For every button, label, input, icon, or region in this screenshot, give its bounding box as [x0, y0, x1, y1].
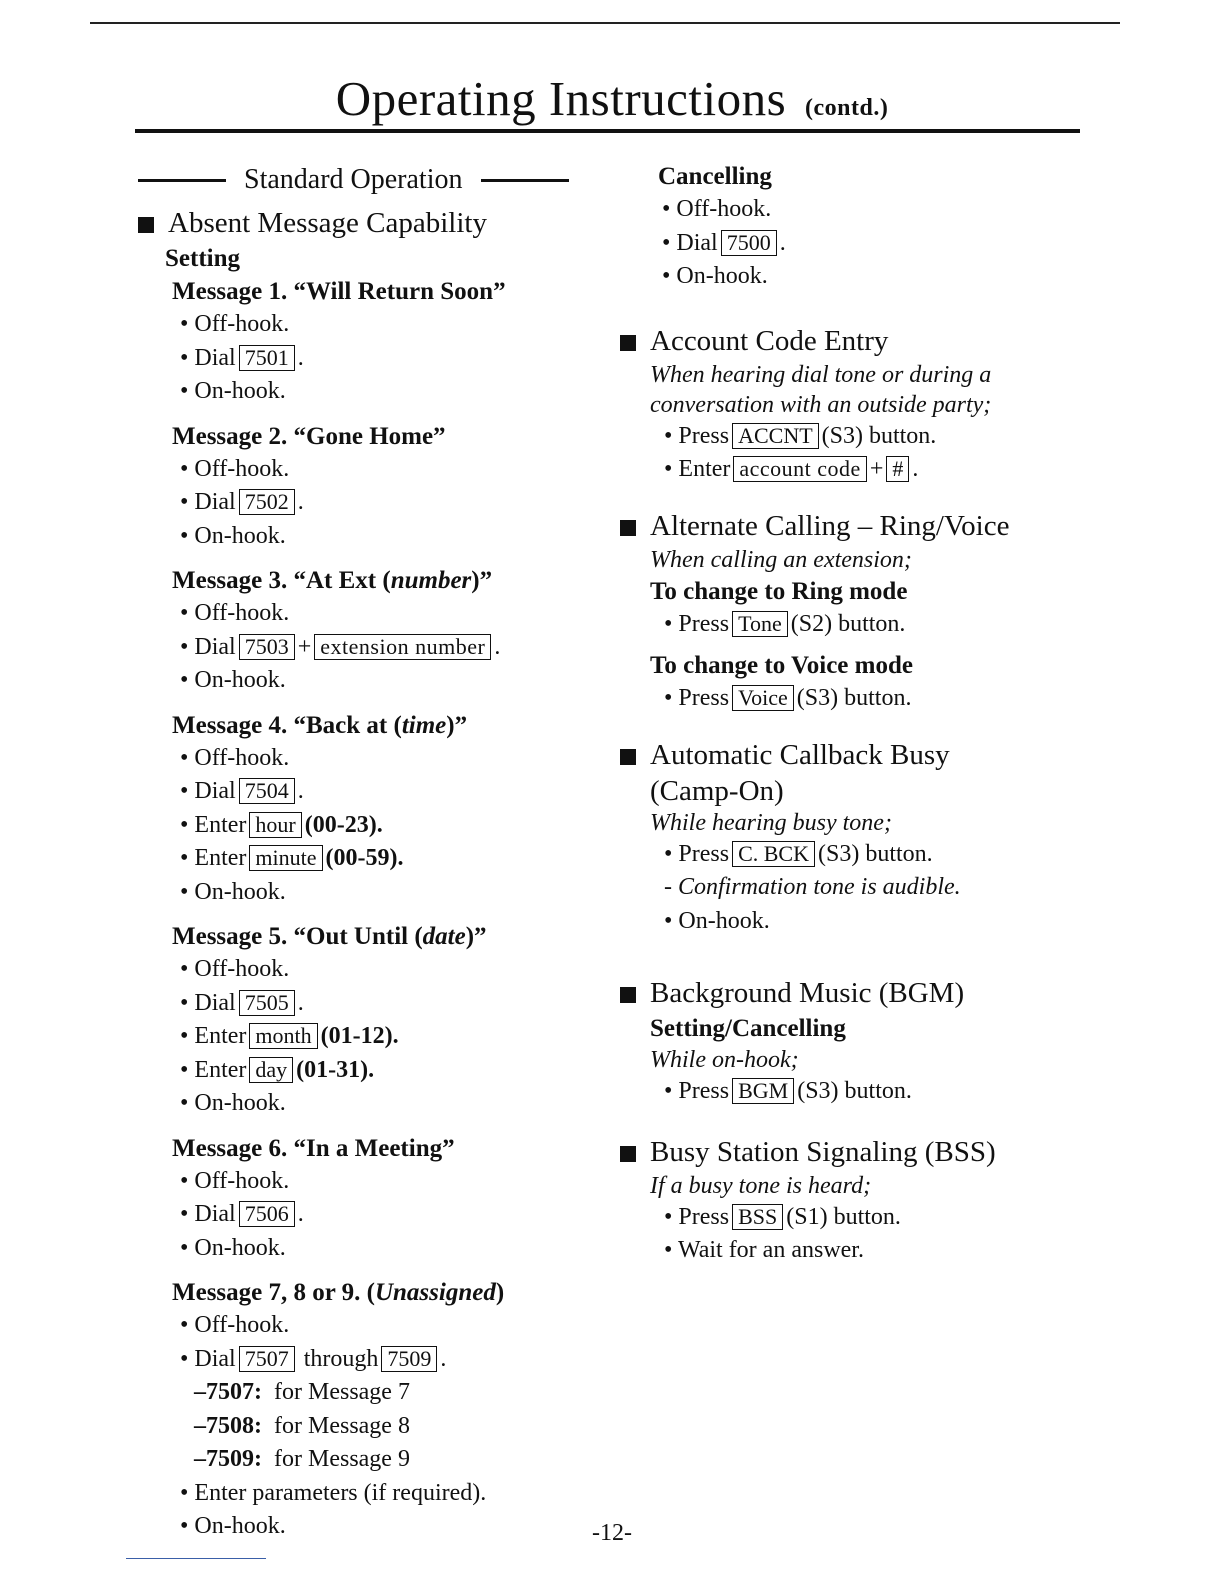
step: • Enter hour (00-23).: [180, 811, 383, 838]
callback-busy-heading: Automatic Callback Busy: [620, 736, 1140, 774]
page-title-text: Operating Instructions: [335, 71, 787, 126]
key-box: 7505: [239, 990, 295, 1016]
step: • Press Tone (S2) button.: [664, 610, 906, 637]
key-box: account code: [733, 456, 866, 482]
cancelling-section: [620, 160, 1140, 294]
standard-operation-banner: [138, 160, 608, 200]
key-box: day: [249, 1057, 293, 1083]
message-4: [138, 710, 608, 910]
sub-item: –7508: for Message 8: [194, 1412, 410, 1439]
message-title: Message 2. “Gone Home”: [172, 422, 446, 450]
step: • Dial 7507 through 7509 .: [180, 1345, 447, 1372]
step: • Enter parameters (if required).: [180, 1479, 487, 1506]
square-bullet-icon: [620, 520, 636, 536]
step: • On-hook.: [180, 378, 286, 404]
page-title-contd: (contd.): [804, 95, 889, 121]
key-box: 7504: [239, 778, 295, 804]
step: • Wait for an answer.: [664, 1237, 864, 1263]
step: • Off-hook.: [180, 600, 290, 626]
message-7-8-9: [138, 1277, 608, 1544]
step: • On-hook.: [180, 1234, 286, 1261]
note: If a busy tone is heard;: [650, 1172, 872, 1199]
key-box: 7509: [381, 1346, 437, 1372]
page-number: -12-: [592, 1520, 632, 1546]
bss-heading: Busy Station Signaling (BSS): [620, 1133, 1140, 1171]
message-title: Message 5. “Out Until (date)”: [172, 923, 487, 950]
voice-mode-label: To change to Voice mode: [650, 652, 913, 679]
square-bullet-icon: [138, 217, 154, 233]
step: • Press BGM (S3) button.: [664, 1078, 912, 1104]
step: • Dial 7504 .: [180, 778, 304, 804]
step: • Enter day (01-31).: [180, 1056, 375, 1083]
footer-rule: [126, 1558, 266, 1559]
key-box: minute: [249, 845, 322, 871]
message-2: [138, 421, 608, 554]
absent-message-heading: [138, 204, 608, 242]
step: • Dial 7506 .: [180, 1201, 304, 1227]
key-box: 7500: [721, 230, 777, 256]
sub-item: –7509: for Message 9: [194, 1446, 410, 1472]
step: • On-hook.: [180, 1513, 286, 1539]
step: • Press ACCNT (S3) button.: [664, 422, 937, 449]
step: • On-hook.: [180, 878, 286, 905]
note: While on-hook;: [650, 1047, 799, 1073]
square-bullet-icon: [620, 987, 636, 1003]
banner-dash-right: [481, 179, 569, 182]
callback-busy-section: [620, 736, 1140, 939]
step: • On-hook.: [180, 522, 286, 549]
note: While hearing busy tone;: [650, 809, 892, 836]
key-box: extension number: [314, 634, 491, 660]
key-box: month: [249, 1023, 317, 1049]
step: • On-hook.: [180, 1090, 286, 1116]
key-box: 7502: [239, 489, 295, 515]
ring-mode-label: To change to Ring mode: [650, 577, 908, 605]
bgm-heading: Background Music (BGM): [620, 974, 1140, 1012]
step: • On-hook.: [662, 263, 768, 289]
square-bullet-icon: [620, 1146, 636, 1162]
standard-operation-label: Standard Operation: [244, 164, 463, 195]
message-title: Message 6. “In a Meeting”: [172, 1134, 455, 1162]
note: When calling an extension;: [650, 546, 912, 573]
message-title: Message 7, 8 or 9. (Unassigned): [172, 1279, 505, 1306]
step: • Press C. BCK (S3) button.: [664, 840, 933, 867]
account-code-section: [620, 322, 1140, 487]
note: When hearing dial tone or during a: [650, 361, 992, 388]
step: • Press Voice (S3) button.: [664, 685, 912, 711]
step: • Off-hook.: [180, 956, 290, 982]
step: • Dial 7502 .: [180, 489, 304, 515]
key-box: Tone: [732, 611, 788, 637]
banner-dash-left: [138, 179, 226, 182]
right-column: [620, 160, 1140, 1288]
message-3: [138, 565, 608, 698]
step: • Enter minute (00-59).: [180, 845, 404, 871]
message-title: Message 1. “Will Return Soon”: [172, 278, 506, 305]
step: • Off-hook.: [180, 311, 290, 337]
setting-label: Setting: [165, 245, 240, 272]
alternate-calling-section: [620, 507, 1140, 716]
message-6: [138, 1133, 608, 1266]
alternate-calling-heading: Alternate Calling – Ring/Voice: [620, 507, 1140, 545]
step: • Dial 7501 .: [180, 344, 304, 371]
key-box: 7506: [239, 1201, 295, 1227]
step: • On-hook.: [180, 667, 286, 693]
sub-item: –7507: for Message 7: [194, 1379, 410, 1405]
bss-section: [620, 1133, 1140, 1268]
key-box: 7503: [239, 634, 295, 660]
step: • Off-hook.: [180, 744, 290, 771]
step: • Off-hook.: [180, 455, 290, 482]
key-box: 7507: [239, 1346, 295, 1372]
key-box: ACCNT: [732, 423, 819, 449]
step: • Dial 7500 .: [662, 229, 786, 256]
cancelling-label: Cancelling: [658, 163, 772, 190]
key-box: #: [886, 456, 909, 482]
step: • On-hook.: [664, 907, 770, 934]
key-box: C. BCK: [732, 841, 815, 867]
step: • Enter month (01-12).: [180, 1023, 399, 1049]
confirmation-note: - Confirmation tone is audible.: [664, 874, 961, 900]
step: • Dial 7505 .: [180, 989, 304, 1016]
top-rule: [90, 22, 1120, 24]
step: • Off-hook.: [180, 1312, 290, 1338]
message-title: Message 3. “At Ext (number)”: [172, 567, 493, 594]
title-rule: [135, 129, 1080, 133]
bgm-section: [620, 974, 1140, 1109]
account-code-heading: Account Code Entry: [620, 322, 1140, 360]
key-box: BSS: [732, 1204, 783, 1230]
absent-message-heading-text: Absent Message Capability: [168, 207, 487, 239]
callback-busy-heading-line2: (Camp-On): [650, 774, 784, 807]
key-box: BGM: [732, 1078, 794, 1104]
left-column: [138, 160, 608, 1556]
key-box: hour: [249, 812, 301, 838]
step: • Enter account code + # .: [664, 456, 919, 482]
square-bullet-icon: [620, 335, 636, 351]
message-5: [138, 921, 608, 1121]
square-bullet-icon: [620, 749, 636, 765]
step: • Press BSS (S1) button.: [664, 1203, 901, 1230]
bgm-sub-label: Setting/Cancelling: [650, 1015, 846, 1042]
note: conversation with an outside party;: [650, 391, 992, 418]
message-title: Message 4. “Back at (time)”: [172, 711, 468, 739]
message-1: [138, 276, 608, 409]
page-title: [0, 70, 1224, 127]
step: • Off-hook.: [180, 1167, 290, 1194]
step: • Off-hook.: [662, 196, 772, 222]
key-box: Voice: [732, 685, 794, 711]
key-box: 7501: [239, 345, 295, 371]
step: • Dial 7503 + extension number .: [180, 633, 501, 660]
